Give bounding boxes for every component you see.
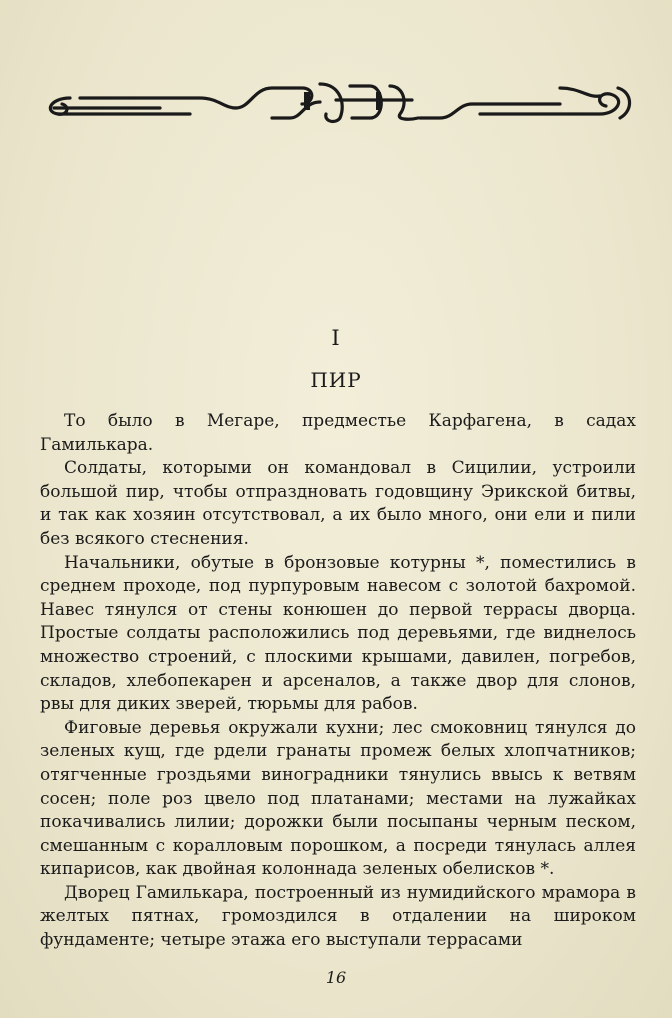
paragraph: Начальники, обутые в бронзовые котурны *, поместились в среднем проходе, под пурпуровым навесом с золотой бахромой. Навес тянулся от стены конюшен до первой террасы дворца. Простые солдаты расположились под деревьями, где виднелось множество строений, с плоскими крышами, давилен, погребов, складов, хлебопекарен и арсеналов, а также двор для слонов, рвы для диких зверей, тюрьмы для рабов.: [40, 552, 636, 715]
paragraph: Дворец Гамилькара, построенный из нумидийского мрамора в желтых пятнах, громоздился в отдалении на широком фундаменте; четыре этажа его выступали террасами: [40, 882, 636, 951]
body-text: [40, 410, 636, 953]
chapter-number: I: [331, 326, 341, 350]
paragraph: Фиговые деревья окружали кухни; лес смоковниц тянулся до зеленых кущ, где рдели гранаты промеж белых хлопчатников; отягченные гроздьями виноградники тянулись ввысь к ветвям сосен; поле роз цвело под платанами; местами на лужайках покачивались лилии; дорожки были посыпаны черным песком, смешанным с коралловым порошком, а посреди тянулась аллея кипарисов, как двойная колоннада зеленых обелисков *.: [40, 717, 636, 880]
decorative-header-ornament: [40, 74, 636, 128]
page-number: 16: [325, 968, 347, 987]
paragraph: То было в Мегаре, предместье Карфагена, в садах Гамилькара.: [40, 411, 636, 455]
paragraph: Солдаты, которыми он командовал в Сицилии, устроили большой пир, чтобы отпраздновать годовщину Эрикской битвы, и так как хозяин отсутствовал, а их было много, они ели и пили без всякого стеснения.: [40, 458, 636, 549]
chapter-title: ПИР: [310, 368, 362, 392]
